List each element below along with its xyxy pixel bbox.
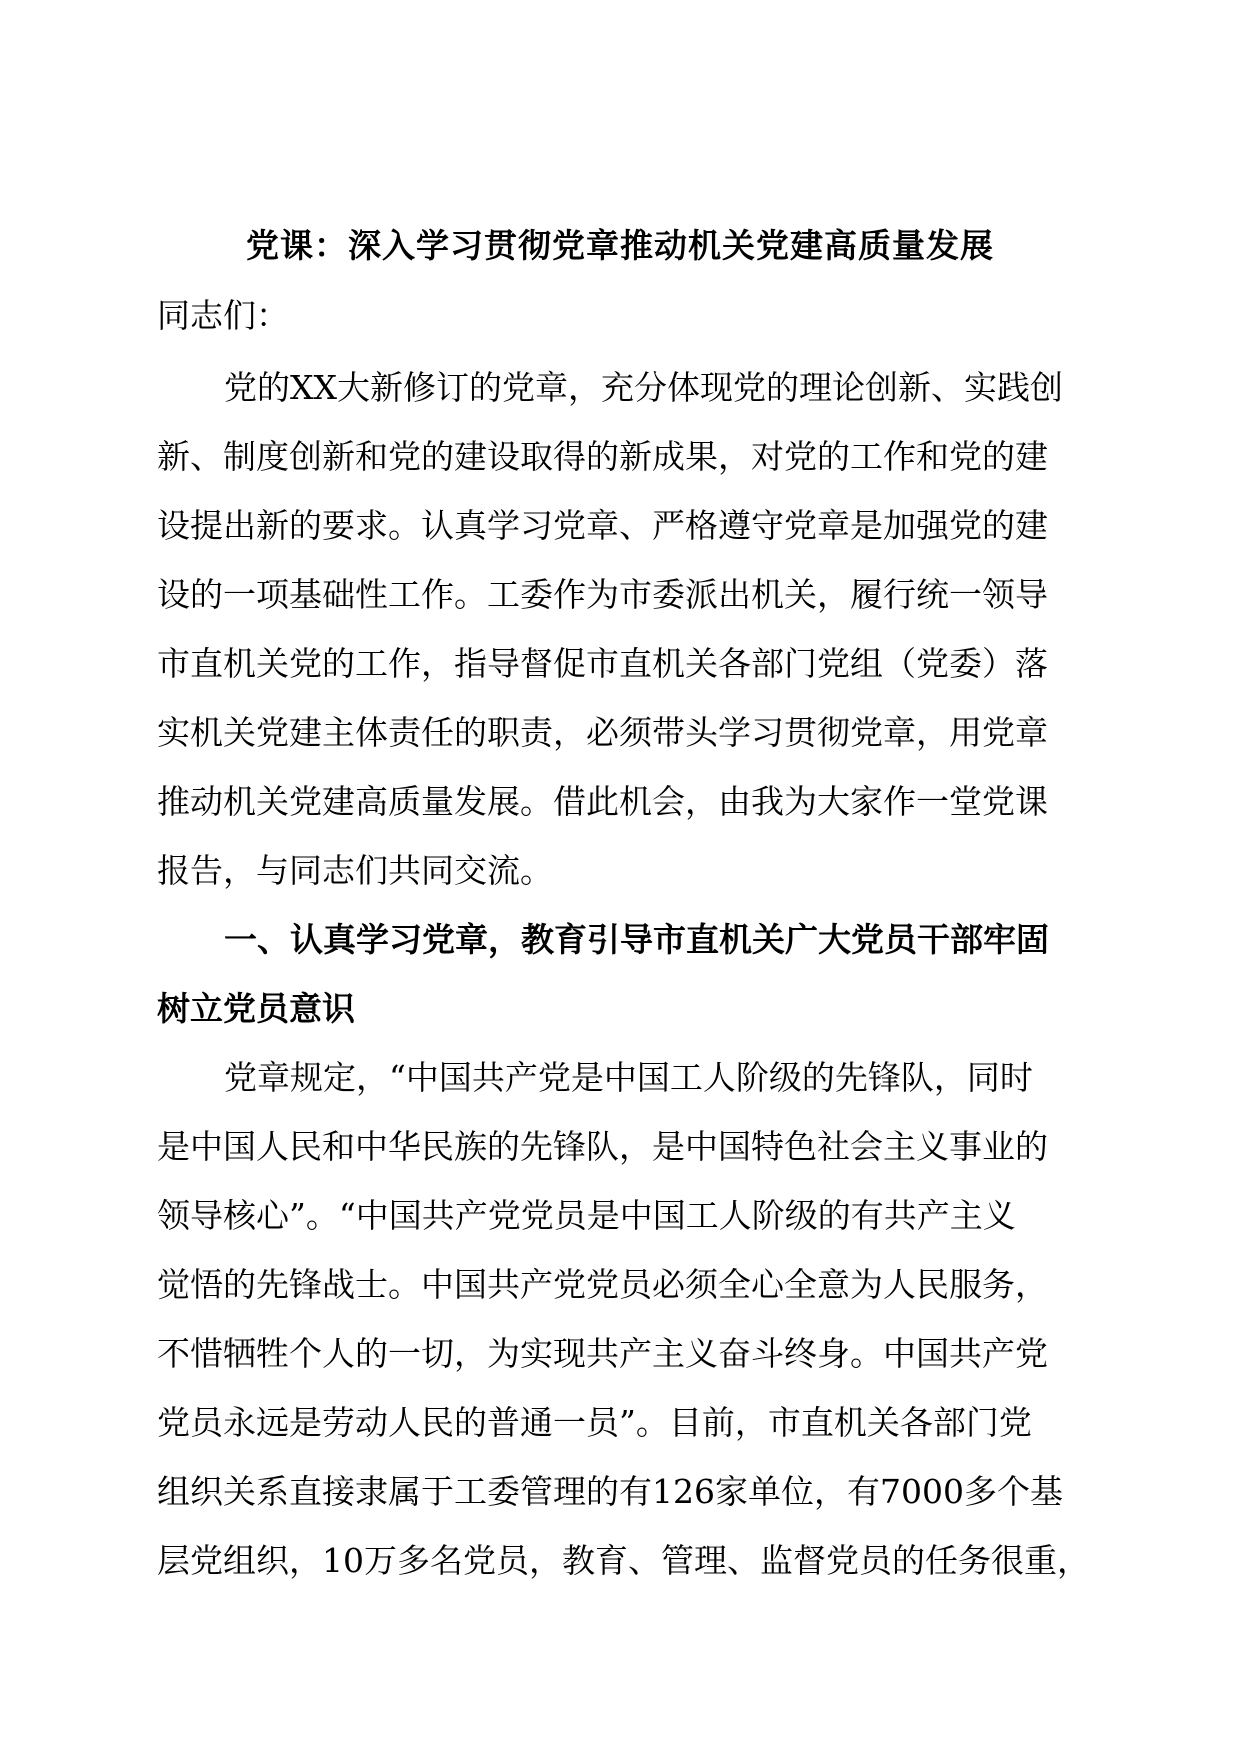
paragraph-1-line-6: 实机关党建主体责任的职责，必须带头学习贯彻党章，用党章 (157, 713, 1048, 752)
salutation: 同志们： (157, 296, 289, 335)
section-heading-1-line-1: 一、认真学习党章，教育引导市直机关广大党员干部牢固 (224, 920, 1049, 959)
paragraph-1-line-4: 设的一项基础性工作。工委作为市委派出机关，履行统一领导 (157, 575, 1048, 614)
paragraph-2-line-1: 党章规定，“中国共产党是中国工人阶级的先锋队，同时 (224, 1058, 1033, 1097)
paragraph-2-line-2: 是中国人民和中华民族的先锋队，是中国特色社会主义事业的 (157, 1127, 1048, 1166)
paragraph-1-line-1: 党的XX大新修订的党章，充分体现党的理论创新、实践创 (224, 368, 1063, 407)
paragraph-2-line-3: 领导核心”。“中国共产党党员是中国工人阶级的有共产主义 (157, 1196, 1016, 1235)
section-heading-1-line-2: 树立党员意识 (157, 989, 355, 1028)
paragraph-1-line-7: 推动机关党建高质量发展。借此机会，由我为大家作一堂党课 (157, 782, 1048, 821)
paragraph-1-line-3: 设提出新的要求。认真学习党章、严格遵守党章是加强党的建 (157, 506, 1048, 545)
paragraph-2-line-6: 党员永远是劳动人民的普通一员”。目前，市直机关各部门党 (157, 1403, 1032, 1442)
paragraph-2-line-5: 不惜牺牲个人的一切，为实现共产主义奋斗终身。中国共产党 (157, 1334, 1048, 1373)
document-title: 党课：深入学习贯彻党章推动机关党建高质量发展 (246, 226, 994, 265)
paragraph-2-line-7: 组织关系直接隶属于工委管理的有126家单位，有7000多个基 (157, 1472, 1063, 1511)
paragraph-1-line-5: 市直机关党的工作，指导督促市直机关各部门党组（党委）落 (157, 644, 1048, 683)
paragraph-1-line-8: 报告，与同志们共同交流。 (157, 851, 553, 890)
paragraph-1-line-2: 新、制度创新和党的建设取得的新成果，对党的工作和党的建 (157, 437, 1048, 476)
paragraph-2-line-4: 觉悟的先锋战士。中国共产党党员必须全心全意为人民服务， (157, 1265, 1048, 1304)
paragraph-2-line-8: 层党组织，10万多名党员，教育、管理、监督党员的任务很重， (157, 1541, 1090, 1580)
